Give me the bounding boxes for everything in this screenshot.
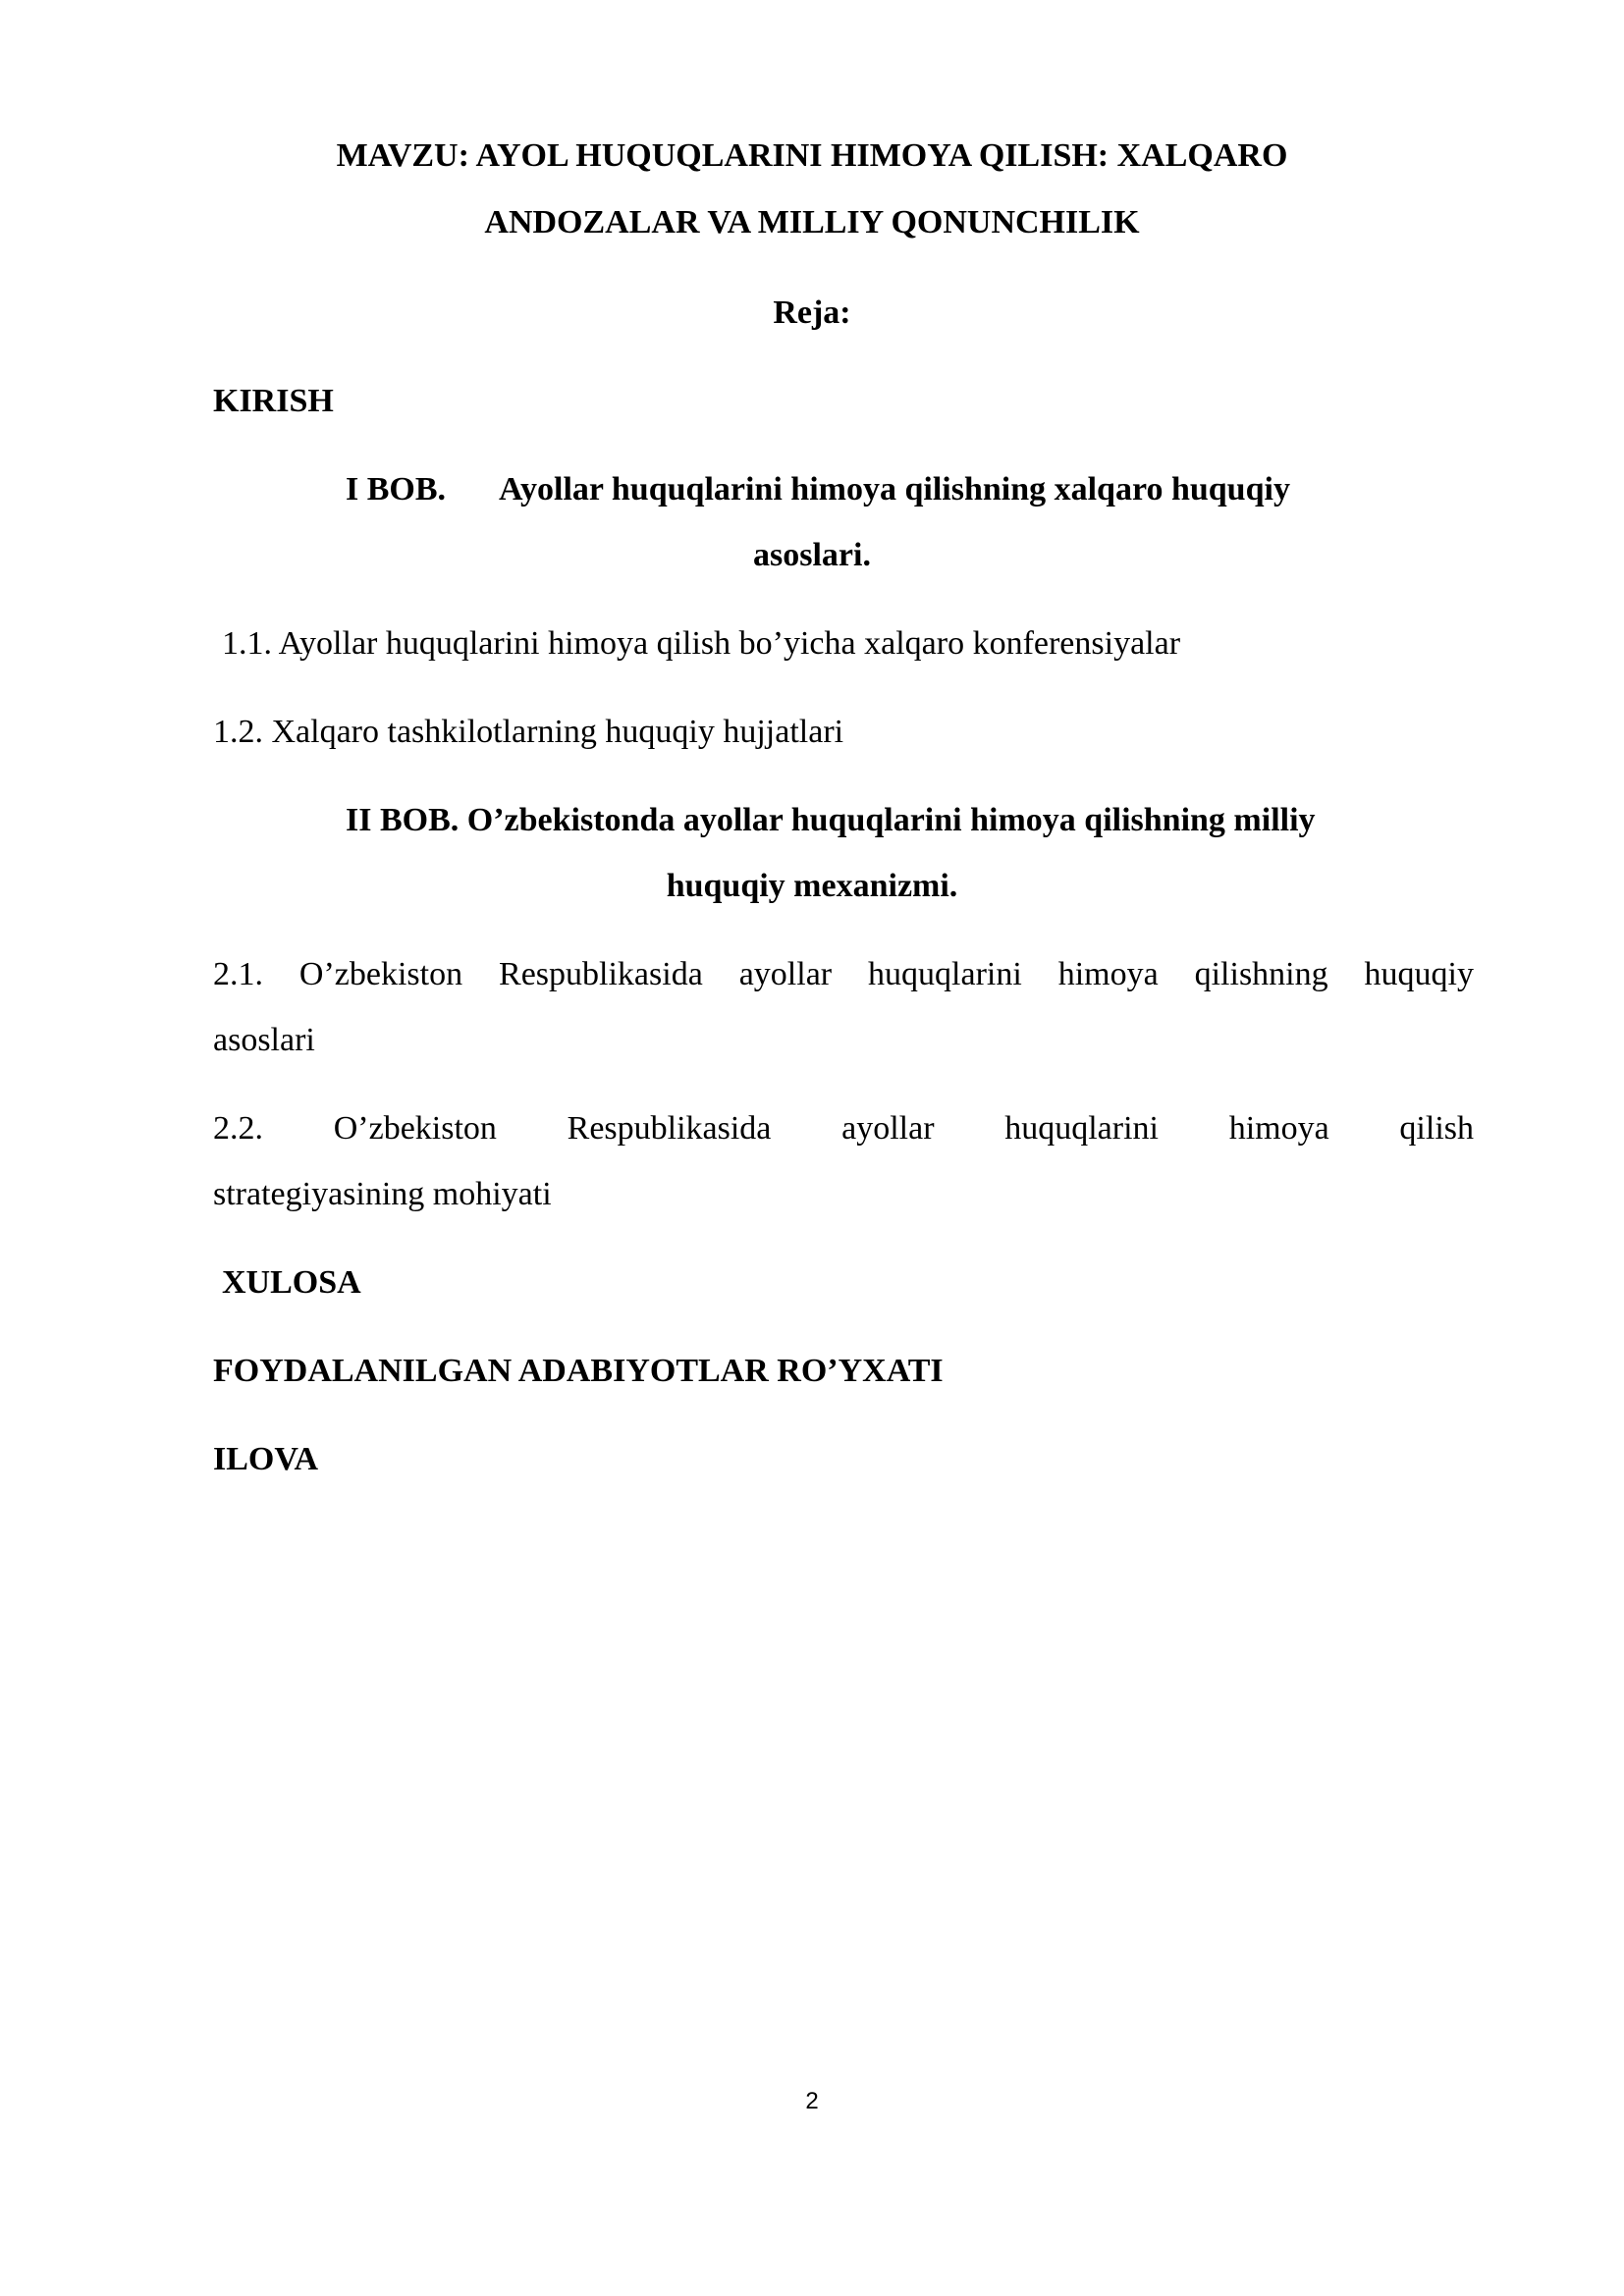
chapter1-title-line-2: asoslari. <box>753 537 871 573</box>
section-2-1-line-2: asoslari <box>213 1022 315 1058</box>
chapter1-title-line-1: Ayollar huquqlarini himoya qilishning xalqaro huquqiy <box>499 471 1290 507</box>
title-line-1: MAVZU: AYOL HUQUQLARINI HIMOYA QILISH: XALQARO <box>336 137 1288 174</box>
section-2-1-line-1: 2.1. O’zbekiston Respublikasida ayollar huquqlarini himoya qilishning huquqiy <box>213 956 1474 992</box>
intro-heading: KIRISH <box>213 383 334 419</box>
section-2-2-line-2: strategiyasining mohiyati <box>213 1176 552 1212</box>
appendix-heading: ILOVA <box>213 1441 319 1477</box>
chapter2-title-line-1: II BOB. O’zbekistonda ayollar huquqlarini himoya qilishning milliy <box>346 802 1316 838</box>
references-heading: FOYDALANILGAN ADABIYOTLAR RO’YXATI <box>213 1353 944 1389</box>
section-1-2: 1.2. Xalqaro tashkilotlarning huquqiy hujjatlari <box>213 714 844 750</box>
section-2-2-line-1: 2.2. O’zbekiston Respublikasida ayollar huquqlarini himoya qilish <box>213 1110 1474 1147</box>
plan-heading: Reja: <box>773 294 851 331</box>
conclusion-heading: XULOSA <box>222 1264 361 1301</box>
page-number: 2 <box>805 2088 819 2114</box>
chapter1-label: I BOB. <box>346 471 447 507</box>
chapter2-title-line-2: huquqiy mexanizmi. <box>666 868 958 904</box>
section-1-1: 1.1. Ayollar huquqlarini himoya qilish bo’yicha xalqaro konferensiyalar <box>222 625 1181 662</box>
title-line-2: ANDOZALAR VA MILLIY QONUNCHILIK <box>484 204 1140 240</box>
